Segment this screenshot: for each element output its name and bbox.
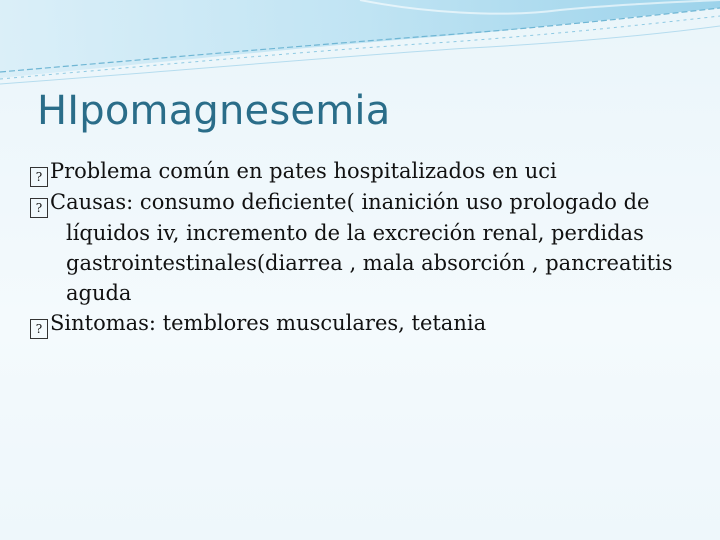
bullet-list	[30, 156, 690, 339]
slide-title: HIpomagnesemia	[37, 88, 391, 134]
bullet-item	[30, 187, 690, 308]
bullet-marker-icon: ?	[30, 167, 48, 187]
bullet-marker-icon: ?	[30, 319, 48, 339]
bullet-text: Sintomas: temblores musculares, tetania	[50, 311, 487, 335]
bullet-text: Causas: consumo deficiente( inanición uso prologado de líquidos iv, incremento de la excreción renal, perdidas gastrointestinales(diarrea , mala absorción , pancreatitis aguda	[50, 190, 673, 305]
bullet-text: Problema común en pates hospitalizados en uci	[50, 159, 557, 183]
bullet-item	[30, 156, 690, 187]
bullet-marker-icon: ?	[30, 198, 48, 218]
header-wave-decoration	[0, 0, 720, 90]
bullet-item	[30, 308, 690, 339]
